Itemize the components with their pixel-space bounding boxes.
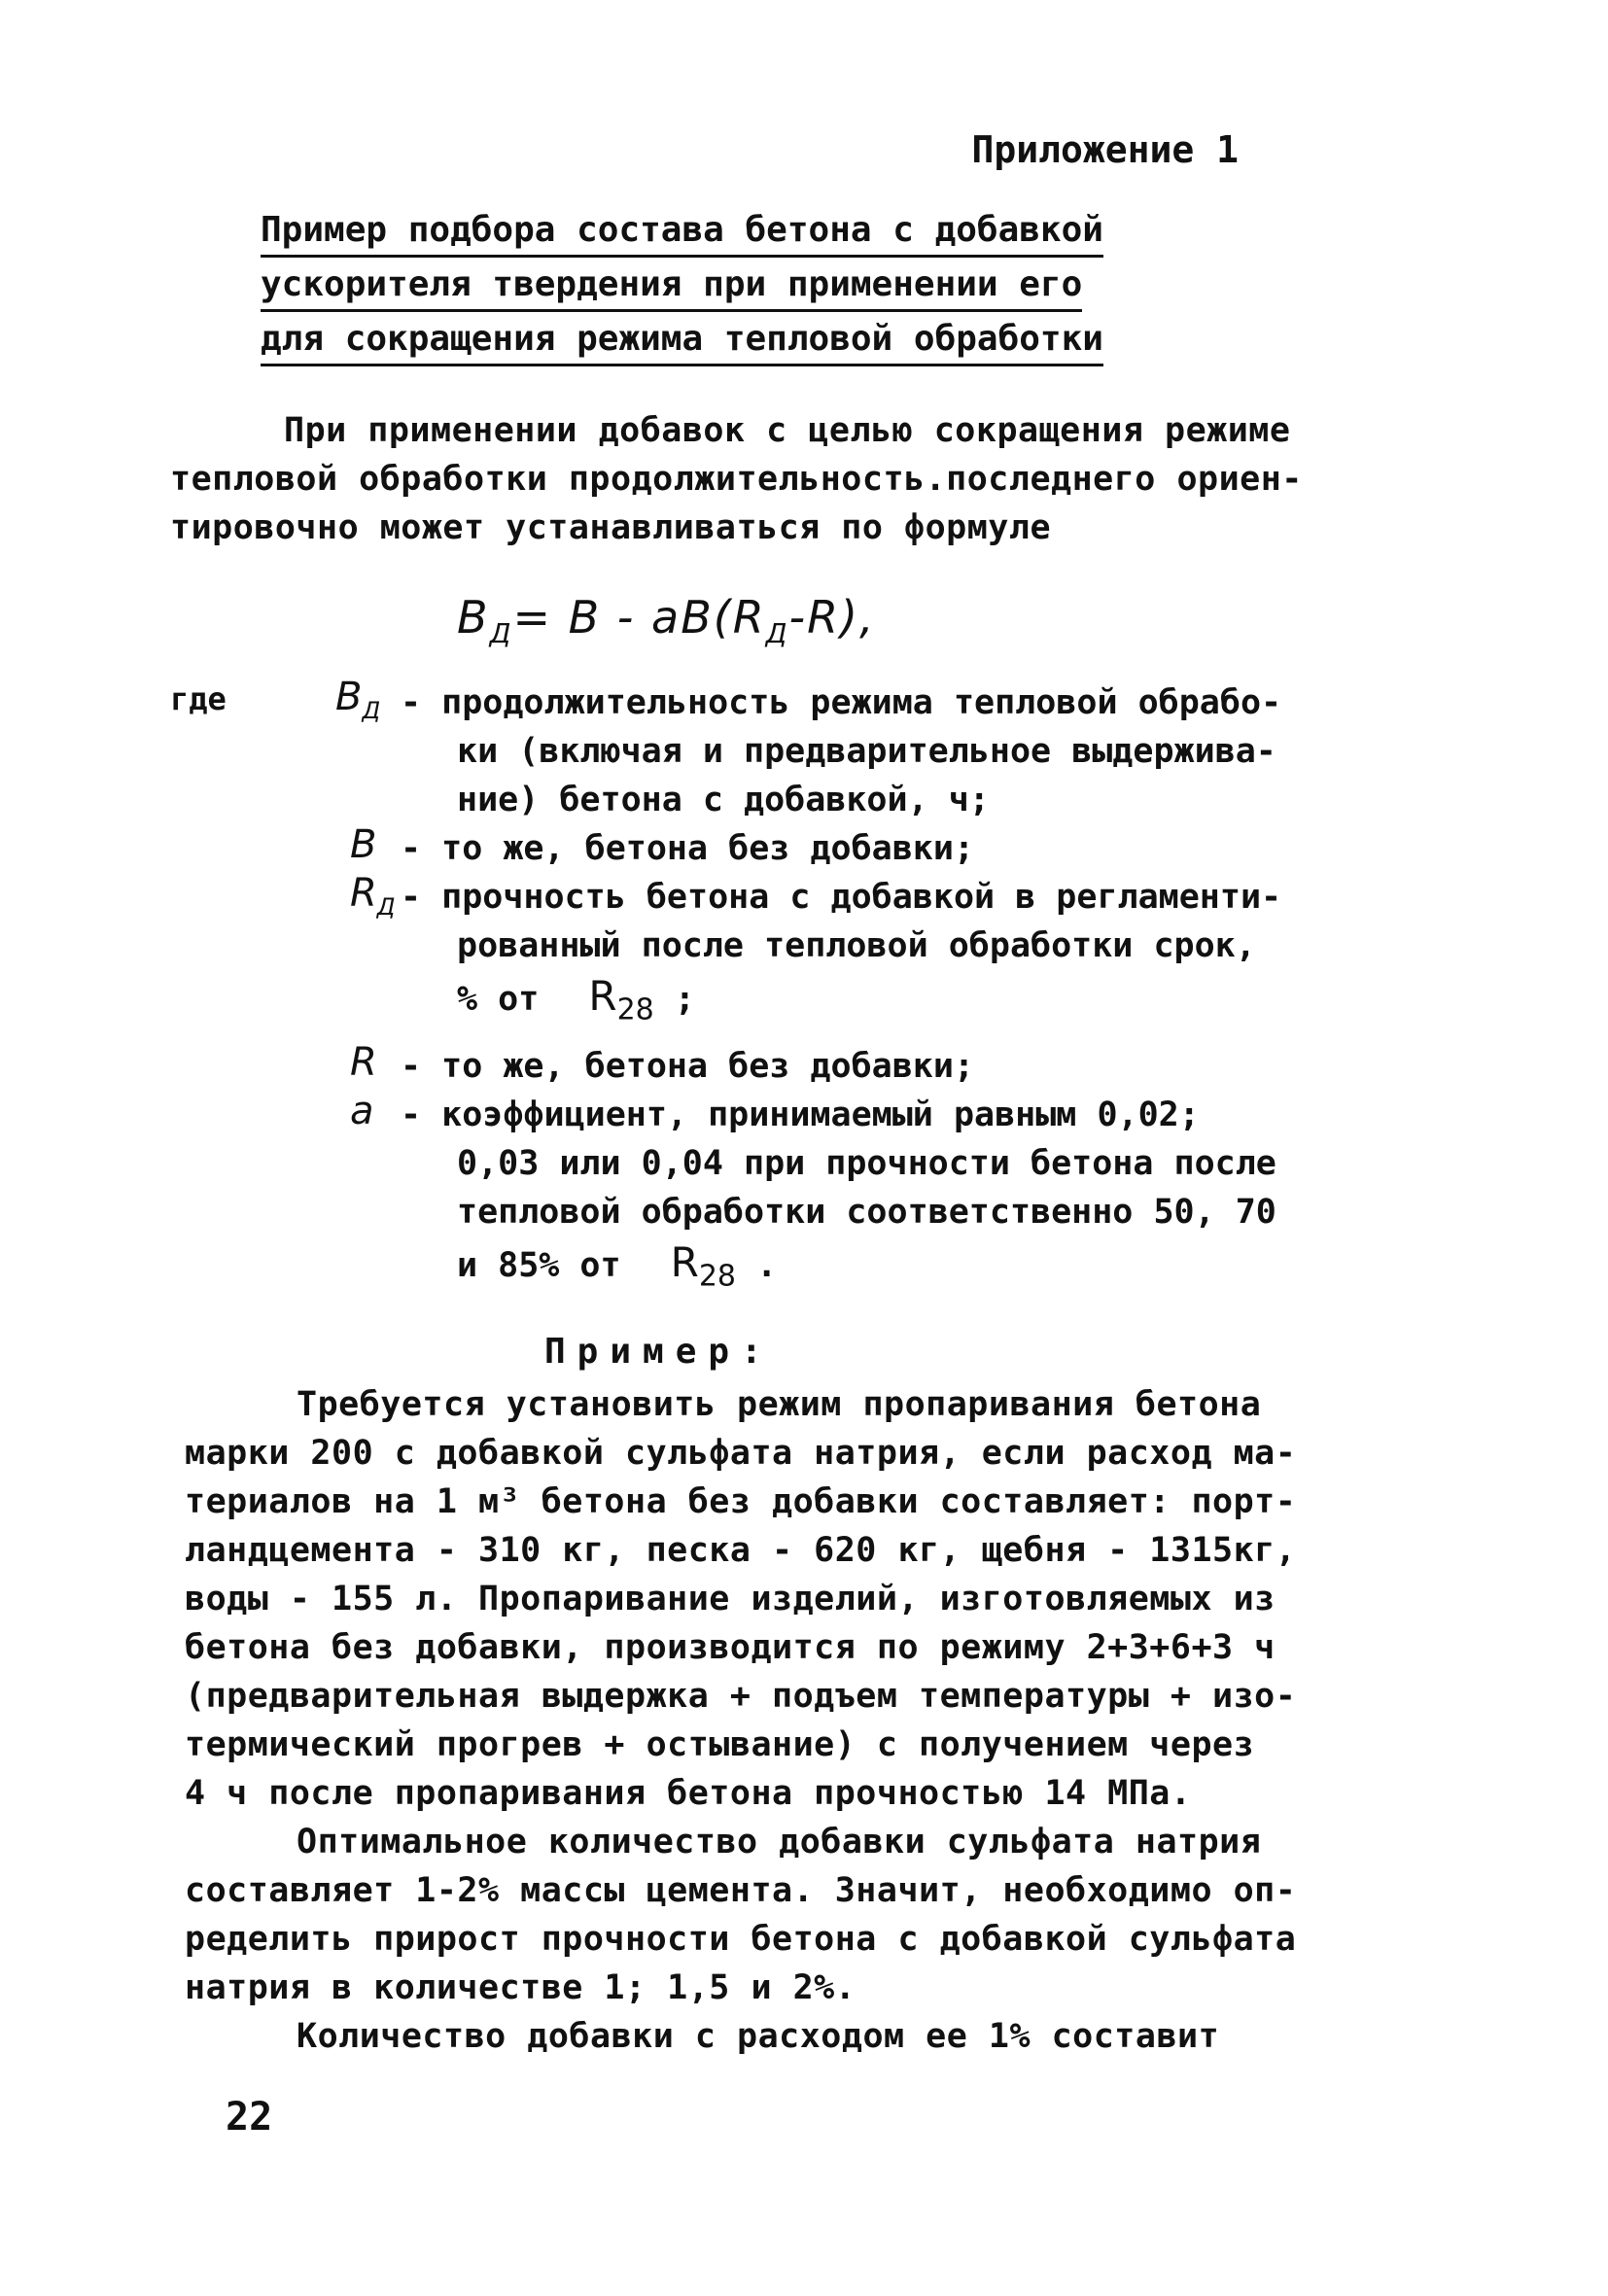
p1-line: термический прогрев + остывание) с получением через: [185, 1725, 1255, 1764]
def-rd-line-3: % от $R_{28}$ ;: [457, 972, 695, 1027]
where-label: где: [170, 680, 227, 717]
formula-lhs-sub: Д: [489, 617, 513, 650]
page-number: 22: [226, 2095, 273, 2139]
formula-lhs: B: [457, 591, 490, 644]
p1-line: воды - 155 л. Пропаривание изделий, изготовляемых из: [185, 1580, 1276, 1618]
symbol-a: a: [350, 1089, 374, 1133]
def-a-line-4: и 85% от $R_{28}$ .: [457, 1238, 778, 1294]
p2-line: составляет 1-2% массы цемента. Значит, необходимо оп-: [185, 1871, 1297, 1910]
def-rd-line-2: рованный после тепловой обработки срок,: [457, 926, 1256, 965]
example-paragraph-1: [185, 1380, 1296, 1818]
symbol-rd: $R_Д$: [350, 871, 396, 921]
title-block: [261, 206, 1103, 369]
appendix-label: Приложение 1: [971, 128, 1239, 171]
p2-line: натрия в количестве 1; 1,5 и 2%.: [185, 1968, 856, 2007]
example-paragraph-3: Количество добавки с расходом ее 1% составит: [297, 2017, 1220, 2056]
title-line-1: Пример подбора состава бетона с добавкой: [261, 206, 1103, 258]
p1-line: териалов на 1 м³ бетона без добавки составляет: порт-: [185, 1482, 1297, 1521]
formula-rhs-sub: Д: [765, 617, 789, 650]
title-line-3: для сокращения режима тепловой обработки: [261, 315, 1103, 366]
symbol-bd: $B_Д$: [335, 675, 381, 724]
intro-line-3: тировочно может устанавливаться по формуле: [170, 508, 1052, 547]
intro-line-1: При применении добавок с целью сокращения режиме: [284, 411, 1291, 450]
def-bd-line-1: - продолжительность режима тепловой обрабо-: [401, 683, 1282, 722]
p2-line: Оптимальное количество добавки сульфата натрия: [297, 1823, 1262, 1861]
p1-line: ландцемента - 310 кг, песка - 620 кг, щебня - 1315кг,: [185, 1531, 1297, 1570]
p1-line: (предварительная выдержка + подъем температуры + изо-: [185, 1677, 1297, 1716]
p2-line: ределить прирост прочности бетона с добавкой сульфата: [185, 1920, 1297, 1959]
p1-line: марки 200 с добавкой сульфата натрия, если расход ма-: [185, 1434, 1297, 1473]
def-a-line-1: - коэффициент, принимаемый равным 0,02;: [401, 1096, 1200, 1134]
symbol-b: B: [350, 822, 377, 867]
def-a-line-3: тепловой обработки соответственно 50, 70: [457, 1193, 1276, 1232]
def-bd-line-3: ние) бетона с добавкой, ч;: [457, 781, 990, 819]
def-r-line-1: - то же, бетона без добавки;: [401, 1047, 975, 1086]
symbol-r: R: [350, 1040, 377, 1085]
title-line-2: ускорителя твердения при применении его: [261, 261, 1082, 312]
def-b-line-1: - то же, бетона без добавки;: [401, 829, 975, 868]
intro-line-2: тепловой обработки продолжительность.последнего ориен-: [170, 460, 1303, 499]
p1-line: Требуется установить режим пропаривания бетона: [297, 1385, 1262, 1424]
formula-rhs: = B - aB(R: [512, 591, 766, 644]
p1-line: бетона без добавки, производится по режиму 2+3+6+3 ч: [185, 1628, 1276, 1667]
def-a-line-2: 0,03 или 0,04 при прочности бетона после: [457, 1144, 1276, 1183]
def-bd-line-2: ки (включая и предварительное выдержива-: [457, 732, 1276, 771]
def-rd-line-1: - прочность бетона с добавкой в регламенти-: [401, 878, 1282, 917]
example-heading: Пример:: [544, 1332, 774, 1372]
p1-line: 4 ч после пропаривания бетона прочностью 14 МПа.: [185, 1774, 1192, 1813]
formula: [457, 591, 876, 649]
formula-tail: -R),: [788, 591, 876, 644]
r28-symbol: R: [588, 972, 617, 1020]
r28-symbol-2: R: [670, 1238, 699, 1286]
example-paragraph-2: [185, 1818, 1296, 2012]
